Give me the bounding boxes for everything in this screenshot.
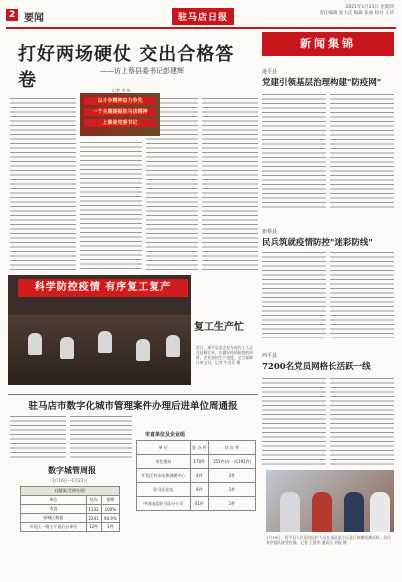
- table-cell: 100%: [101, 505, 119, 514]
- worker-figure: [166, 335, 180, 357]
- table-cell: 4件: [190, 469, 209, 483]
- table-cell: 41件: [190, 497, 209, 511]
- table-cell: 开发区一级主干道后台单位: [21, 523, 87, 532]
- table-cell: 驿城区数据: [21, 514, 87, 523]
- table-cell: 1件: [209, 497, 256, 511]
- table-cell: 12件: [86, 523, 101, 532]
- table-row: [21, 523, 120, 532]
- paper-logo: 驻马店日报: [172, 8, 234, 25]
- table-cell: 94.9%: [101, 514, 119, 523]
- rail-text-1b: [330, 92, 394, 208]
- table-cell: 中国电信驻马店分公司: [137, 497, 191, 511]
- rail-text-1a: [262, 92, 326, 208]
- bottom-column-2: [70, 414, 132, 460]
- factory-photo-title: 复工生产忙: [194, 322, 244, 333]
- rail-kicker: 西平县: [262, 353, 278, 359]
- rail-text-3b: [330, 376, 394, 468]
- worker-figure: [98, 331, 112, 353]
- table-cell: 驻马店北站: [137, 483, 191, 497]
- rail-text-2b: [330, 250, 394, 338]
- person-figure: [344, 492, 364, 532]
- person-figure: [370, 492, 390, 532]
- lead-column-2: [80, 140, 142, 272]
- lead-photo: [80, 93, 160, 136]
- rail-text-2a: [262, 250, 326, 338]
- table-cell: 1件: [209, 483, 256, 497]
- rail-photo-caption: 1月19日，西平县人民医院医护人员在该县某小区进行核酸检测采样，居民有序排队接受检测。记者 王建华 通讯员 刘振 摄: [266, 535, 391, 545]
- section-tag: 要闻: [24, 13, 44, 24]
- lead-subheadline: ——访上蔡县委书记彭建辉: [100, 67, 184, 75]
- worker-figure: [28, 333, 42, 355]
- worker-figure: [136, 339, 150, 361]
- bottom-column-1: [10, 414, 66, 460]
- weekly-report-date: 1月16日—1月22日: [52, 478, 88, 483]
- weekly-report-table: [20, 486, 120, 532]
- table-cell: 开发区有水站和供暖中心: [137, 469, 191, 483]
- masthead-date: 2021年1月21日 星期四: [345, 5, 394, 10]
- right-header-handled: 处 办 件: [190, 441, 209, 455]
- right-header-closed: 结 办 件: [209, 441, 256, 455]
- right-table-title: 市直单位及企业组: [145, 432, 186, 438]
- banner-line-3: 上蔡是党委书记: [84, 119, 156, 127]
- rail-item-xiping: [262, 352, 394, 372]
- right-table: [136, 440, 256, 511]
- person-figure: [312, 492, 332, 532]
- rail-banner: 新闻集锦: [262, 32, 394, 56]
- table-row: [21, 514, 120, 523]
- rail-title: 7200名党员网格长活跃一线: [262, 362, 371, 372]
- table-row: [137, 497, 256, 511]
- table-cell: 市直: [21, 505, 87, 514]
- table-row: [137, 469, 256, 483]
- lead-byline: 记者 李 伟: [112, 88, 131, 93]
- rail-text-3a: [262, 376, 326, 468]
- rail-title: 民兵筑就疫情防控"迷彩防线": [262, 238, 373, 248]
- table-row: [137, 455, 256, 469]
- table-cell: 2件: [209, 469, 256, 483]
- table-cell: 1件: [101, 523, 119, 532]
- weekly-header-unit: 单位: [21, 496, 87, 505]
- rail-photo: [266, 470, 394, 532]
- rail-title: 党建引领基层治理构建"防疫网": [262, 78, 382, 88]
- banner-line-1: 以斗争精神奋力争先: [84, 97, 156, 105]
- table-row: [21, 505, 120, 514]
- bottom-rule: [8, 394, 258, 395]
- masthead: [0, 0, 402, 30]
- table-cell: 9件: [190, 483, 209, 497]
- weekly-table-caption: 问题案(受理处理): [21, 487, 120, 496]
- lead-headline: 打好两场硬仗 交出合格答卷: [18, 44, 235, 91]
- rail-kicker: 遂平县: [262, 69, 278, 75]
- masthead-editors: 责任编辑 张大庆 编辑 张丽 校对 王华: [319, 11, 394, 16]
- rail-item-suiping: [262, 68, 394, 88]
- factory-slogan: 科学防控疫情 有序复工复产: [18, 279, 188, 297]
- person-figure: [280, 492, 300, 532]
- table-cell: 1132: [86, 505, 101, 514]
- weekly-report-title: 数字城管周报: [48, 466, 96, 475]
- weekly-header-done: 结办: [86, 496, 101, 505]
- page-number: 2: [6, 9, 18, 21]
- lead-column-1: [10, 96, 76, 271]
- banner-line-2: 一个主题提振驻马店精神: [84, 108, 156, 116]
- bottom-headline: 驻马店市数字化城市管理案件办理后进单位周通报: [28, 401, 238, 412]
- rail-item-xincai: [262, 228, 394, 248]
- top-rule: [6, 27, 396, 29]
- lead-column-4: [202, 96, 258, 272]
- masthead-meta: [319, 5, 394, 17]
- worker-figure: [60, 337, 74, 359]
- table-cell: 170件: [190, 455, 209, 469]
- table-row: [137, 483, 256, 497]
- table-cell: 2241: [86, 514, 101, 523]
- table-cell: 市住建局: [137, 455, 191, 469]
- weekly-header-ontime: 按期: [101, 496, 119, 505]
- right-header-unit: 单 位: [137, 441, 191, 455]
- table-cell: 155件(办一次191件): [209, 455, 256, 469]
- rail-kicker: 新蔡县: [262, 229, 278, 235]
- factory-photo-caption: 近日，遂平县某企业车间内工人正在赶制订单，在做好疫情防控的同时，企业加快生产进度，全力保障订单交付。记者 牛君乐 摄: [196, 345, 253, 365]
